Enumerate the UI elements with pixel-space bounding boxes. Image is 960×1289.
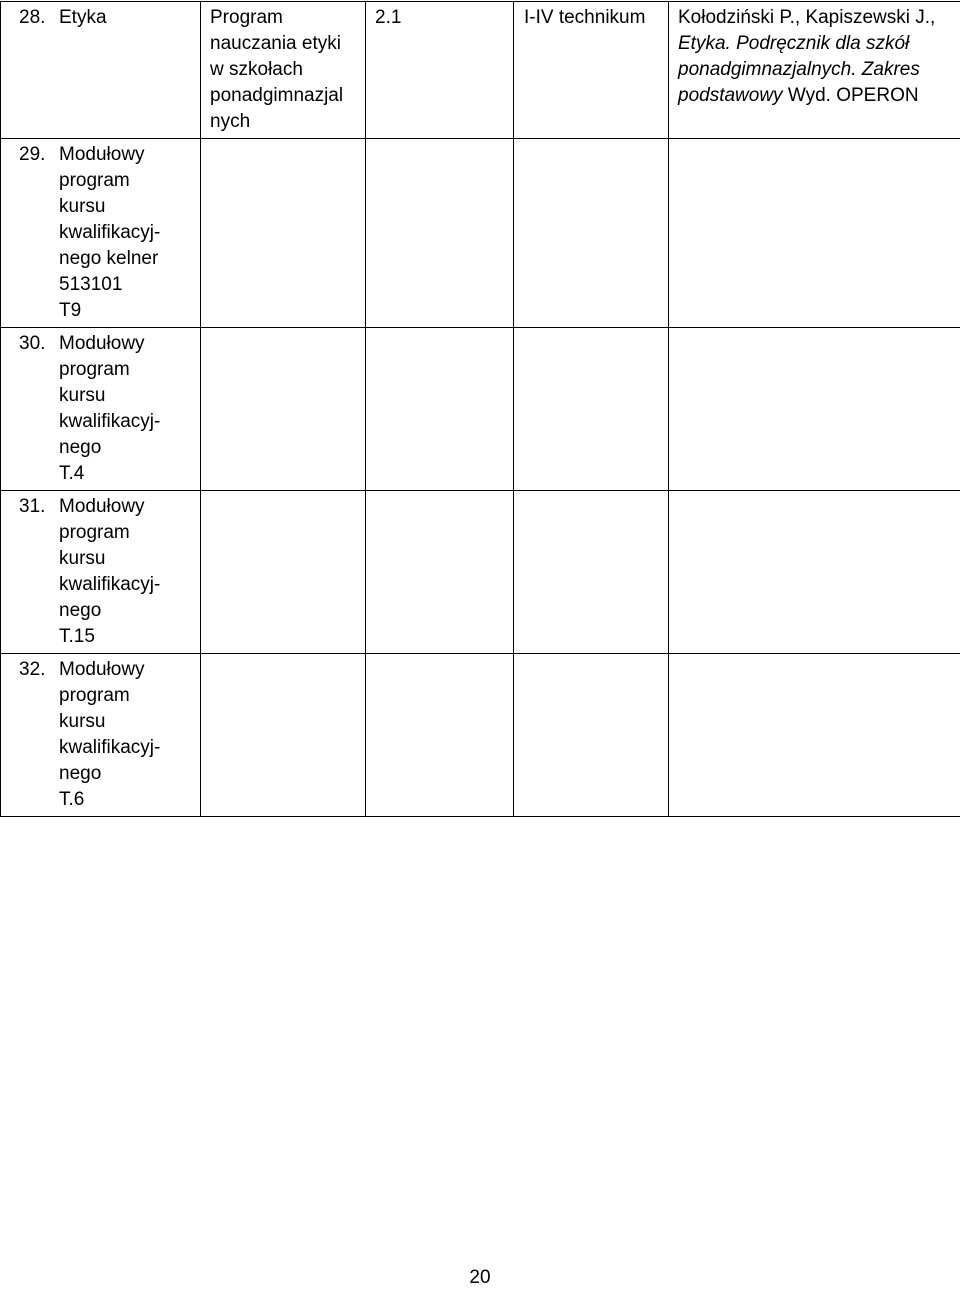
course-name-line: kwalifikacyj- xyxy=(59,411,161,432)
row-number: 30. xyxy=(19,333,46,354)
course-name-line: T.15 xyxy=(59,626,95,647)
course-name-line: T.4 xyxy=(59,463,85,484)
course-cell xyxy=(1,491,201,654)
course-name-line: Modułowy xyxy=(59,659,145,680)
hours-cell xyxy=(366,654,514,817)
textbook-title: Etyka. Podręcznik dla szkół xyxy=(678,33,910,54)
program-line: w szkołach xyxy=(210,59,303,80)
classes-cell xyxy=(514,654,669,817)
row-number: 31. xyxy=(19,496,46,517)
course-name xyxy=(59,142,177,324)
course-name-line: kwalifikacyj- xyxy=(59,574,161,595)
table-row xyxy=(1,654,960,817)
course-name xyxy=(59,657,177,813)
textbook-authors: Kołodziński P., Kapiszewski J., xyxy=(678,7,936,28)
course-name-line: program xyxy=(59,522,130,543)
course-name-line: T.6 xyxy=(59,789,85,810)
course-cell xyxy=(1,654,201,817)
textbook-title: ponadgimnazjalnych. Zakres xyxy=(678,59,920,80)
textbook-cell xyxy=(669,2,960,139)
course-cell xyxy=(1,2,201,139)
textbook-cell xyxy=(669,328,960,491)
hours-value: 2.1 xyxy=(375,7,402,28)
row-number: 28. xyxy=(19,7,46,28)
course-name-line: kwalifikacyj- xyxy=(59,222,161,243)
classes-cell xyxy=(514,139,669,328)
course-name-line: 513101 xyxy=(59,274,123,295)
course-name-line: Modułowy xyxy=(59,496,145,517)
course-name-line: nego xyxy=(59,437,102,458)
hours-cell xyxy=(366,2,514,139)
curriculum-table xyxy=(0,1,960,817)
course-name xyxy=(59,494,177,650)
program-cell xyxy=(201,139,366,328)
program-cell xyxy=(201,654,366,817)
course-name-line: program xyxy=(59,170,130,191)
textbook-title: podstawowy xyxy=(678,85,783,106)
course-name-line: program xyxy=(59,685,130,706)
program-line: ponadgimnazjal xyxy=(210,85,344,106)
course-name xyxy=(59,5,177,31)
course-name-line: Etyka xyxy=(59,7,107,28)
course-name xyxy=(59,331,177,487)
course-name-line: program xyxy=(59,359,130,380)
program-cell xyxy=(201,328,366,491)
program-line: nych xyxy=(210,111,251,132)
classes-value: I-IV technikum xyxy=(524,7,646,28)
textbook-cell xyxy=(669,491,960,654)
textbook-publisher: Wyd. OPERON xyxy=(782,85,919,106)
course-name-line: Modułowy xyxy=(59,333,145,354)
hours-cell xyxy=(366,328,514,491)
program-line: Program xyxy=(210,7,283,28)
course-name-line: kursu xyxy=(59,196,106,217)
table-row xyxy=(1,2,960,139)
program-cell xyxy=(201,2,366,139)
row-number: 29. xyxy=(19,144,46,165)
textbook-publisher-line xyxy=(678,83,956,109)
course-name-line: kursu xyxy=(59,385,106,406)
row-number: 32. xyxy=(19,659,46,680)
classes-cell xyxy=(514,491,669,654)
course-name-line: nego xyxy=(59,600,102,621)
course-name-line: T9 xyxy=(59,300,82,321)
textbook-cell xyxy=(669,139,960,328)
table-row xyxy=(1,139,960,328)
course-name-line: kursu xyxy=(59,711,106,732)
course-name-line: kursu xyxy=(59,548,106,569)
course-name-line: Modułowy xyxy=(59,144,145,165)
program-line: nauczania etyki xyxy=(210,33,341,54)
course-name-line: kwalifikacyj- xyxy=(59,737,161,758)
table-row xyxy=(1,328,960,491)
classes-cell xyxy=(514,2,669,139)
textbook-cell xyxy=(669,654,960,817)
classes-cell xyxy=(514,328,669,491)
table-row xyxy=(1,491,960,654)
page-number: 20 xyxy=(469,1267,491,1288)
course-name-line: nego kelner xyxy=(59,248,159,269)
hours-cell xyxy=(366,139,514,328)
hours-cell xyxy=(366,491,514,654)
course-name-line: nego xyxy=(59,763,102,784)
program-cell xyxy=(201,491,366,654)
course-cell xyxy=(1,328,201,491)
course-cell xyxy=(1,139,201,328)
